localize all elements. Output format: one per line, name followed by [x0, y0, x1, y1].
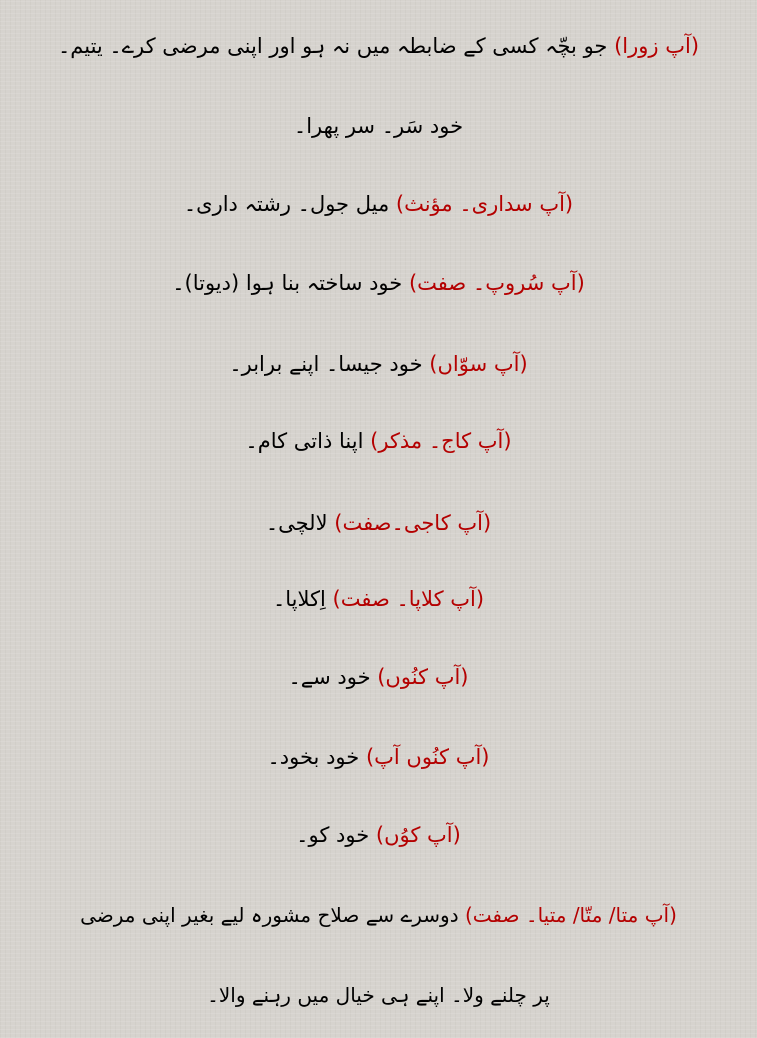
definition: اپنا ذاتی کام۔ [245, 429, 364, 453]
entry-aap-sawan [0, 349, 757, 379]
entry-aap-kaji [0, 508, 757, 538]
headword: (آپ سُروپ۔ صفت) [408, 271, 585, 295]
headword: (آپ کنُوں آپ) [365, 745, 490, 769]
entry-aap-kanun-aap [0, 742, 757, 772]
entry-aap-kun [0, 820, 757, 850]
definition: خود جیسا۔ اپنے برابر۔ [229, 352, 423, 376]
definition: دوسرے سے صلاح مشورہ لیے بغیر اپنی مرضی [80, 903, 459, 927]
entry-aap-kanun [0, 662, 757, 692]
definition: خود سَر۔ سر پھرا۔ [293, 114, 464, 138]
definition: میل جول۔ رشتہ داری۔ [183, 192, 390, 216]
definition: لالچی۔ [265, 511, 328, 535]
headword: (آپ کاج۔ مذکر) [370, 429, 512, 453]
definition: خود سے۔ [288, 665, 371, 689]
entry-continuation [0, 111, 757, 141]
entry-continuation [0, 980, 757, 1010]
entry-aap-zora [0, 31, 757, 61]
definition: خود ساختہ بنا ہوا (دیوتا)۔ [172, 271, 403, 295]
headword: (آپ متا/ متّا/ متیا۔ صفت) [464, 903, 677, 927]
headword: (آپ سداری۔ مؤنث) [395, 192, 574, 216]
definition: اِکلاپا۔ [272, 587, 326, 611]
headword: (آپ کاجی۔صفت) [334, 511, 492, 535]
definition: پر چلنے ولا۔ اپنے ہی خیال میں رہنے والا۔ [207, 983, 550, 1007]
entry-aap-kaj [0, 426, 757, 456]
entry-aap-sarup [0, 268, 757, 298]
headword: (آپ سوّاں) [429, 352, 528, 376]
entry-aap-mata [0, 900, 757, 930]
headword: (آپ کلاپا۔ صفت) [332, 587, 485, 611]
definition: جو بچّہ کسی کے ضابطہ میں نہ ہو اور اپنی مرضی کرے۔ یتیم۔ [57, 34, 608, 58]
definition: خود بخود۔ [267, 745, 360, 769]
headword: (آپ کوُں) [375, 823, 461, 847]
entry-aap-kalapa [0, 584, 757, 614]
definition: خود کو۔ [296, 823, 370, 847]
headword: (آپ زورا) [614, 34, 700, 58]
entry-aap-sidari [0, 189, 757, 219]
headword: (آپ کنُوں) [377, 665, 469, 689]
